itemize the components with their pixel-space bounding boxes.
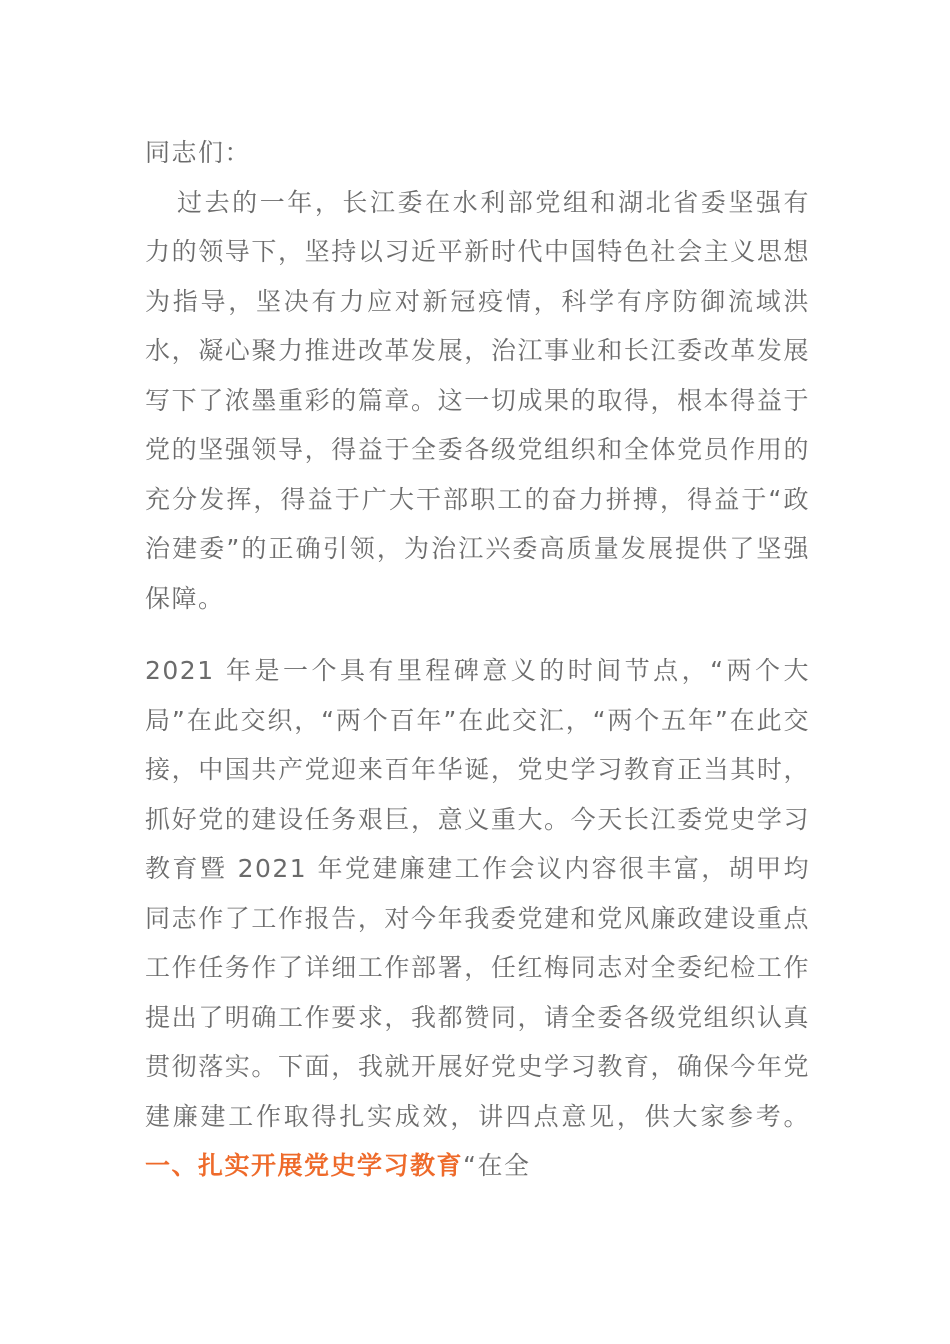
paragraph-2-body: 2021 年是一个具有里程碑意义的时间节点，“两个大局”在此交织，“两个百年”在此交汇，“两个五年”在此交接，中国共产党迎来百年华诞，党史学习教育正当其时，抓好党的建设任务艰巨，意义重大。今天长江委党史学习教育暨 2021 年党建廉建工作会议内容很丰富，胡甲均同志作了工作报告，对今年我委党建和党风廉政建设重点工作任务作了详细工作部署，任红梅同志对全委纪检工作提出了明确工作要求，我都赞同，请全委各级党组织认真贯彻落实。下面，我就开展好党史学习教育，确保今年党建廉建工作取得扎实成效，讲四点意见，供大家参考。: [145, 656, 810, 1131]
paragraph-2: [145, 646, 810, 1191]
paragraph-1: 过去的一年，长江委在水利部党组和湖北省委坚强有力的领导下，坚持以习近平新时代中国特色社会主义思想为指导，坚决有力应对新冠疫情，科学有序防御流域洪水，凝心聚力推进改革发展，治江事业和长江委改革发展写下了浓墨重彩的篇章。这一切成果的取得，根本得益于党的坚强领导，得益于全委各级党组织和全体党员作用的充分发挥，得益于广大干部职工的奋力拼搏，得益于“政治建委”的正确引领，为治江兴委高质量发展提供了坚强保障。: [145, 187, 810, 613]
document-page: [145, 128, 810, 1191]
greeting: 同志们：: [145, 138, 252, 167]
paragraph-2-tail: “在全: [463, 1151, 531, 1180]
section-heading: 一、扎实开展党史学习教育: [145, 1151, 464, 1180]
